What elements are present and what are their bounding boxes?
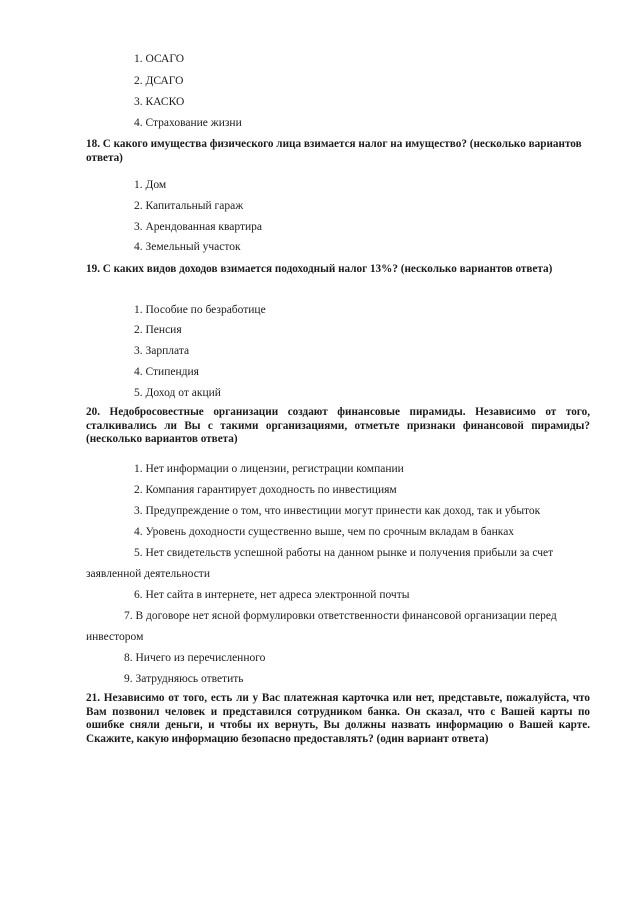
- q18-option-2: 2. Капитальный гараж: [134, 200, 244, 212]
- q20-option-6: 6. Нет сайта в интернете, нет адреса электронной почты: [134, 589, 410, 601]
- q20-option-1: 1. Нет информации о лицензии, регистрации компании: [134, 463, 404, 475]
- q20-option-5: 5. Нет свидетельств успешной работы на данном рынке и получения прибыли за счет: [134, 547, 554, 559]
- q20-option-3: 3. Предупреждение о том, что инвестиции могут принести как доход, так и убыток: [134, 505, 541, 517]
- question-21: 21. Независимо от того, есть ли у Вас платежная карточка или нет, представьте, пожалуйста, что Вам позвонил человек и представился сотрудником банка. Он сказал, что с Вашей карты по ошибке сняли деньги, и чтобы их вернуть, Вы должны назвать информацию о Вашей карте. Скажите, какую информацию безопасно предоставлять? (один вариант ответа): [86, 692, 590, 745]
- q18-option-3: 3. Арендованная квартира: [134, 221, 262, 233]
- q18-option-4: 4. Земельный участок: [134, 241, 241, 253]
- q20-option-8: 8. Ничего из перечисленного: [124, 652, 266, 664]
- q19-option-4: 4. Стипендия: [134, 366, 199, 378]
- q17-option-1: 1. ОСАГО: [134, 53, 185, 65]
- q19-option-2: 2. Пенсия: [134, 324, 182, 336]
- q17-option-4: 4. Страхование жизни: [134, 117, 242, 129]
- q17-option-3: 3. КАСКО: [134, 96, 185, 108]
- q20-option-9: 9. Затрудняюсь ответить: [124, 673, 244, 685]
- q20-option-5-continued: заявленной деятельности: [86, 568, 210, 580]
- q17-option-2: 2. ДСАГО: [134, 75, 184, 87]
- q20-option-7-continued: инвестором: [86, 631, 144, 643]
- q20-option-4: 4. Уровень доходности существенно выше, чем по срочным вкладам в банках: [134, 526, 515, 538]
- question-19: 19. С каких видов доходов взимается подоходный налог 13%? (несколько вариантов ответа): [86, 263, 553, 275]
- q20-option-2: 2. Компания гарантирует доходность по инвестициям: [134, 484, 397, 496]
- question-20: 20. Недобросовестные организации создают финансовые пирамиды. Независимо от того, сталкивались ли Вы с такими организациями, отметьте признаки финансовой пирамиды? (несколько вариантов ответа): [86, 406, 590, 446]
- question-18: 18. С какого имущества физического лица взимается налог на имущество? (несколько вариантов ответа): [86, 138, 582, 164]
- q20-option-7: 7. В договоре нет ясной формулировки ответственности финансовой организации перед: [124, 610, 557, 622]
- q18-option-1: 1. Дом: [134, 179, 167, 191]
- q19-option-1: 1. Пособие по безработице: [134, 304, 266, 316]
- q19-option-3: 3. Зарплата: [134, 345, 190, 357]
- q19-option-5: 5. Доход от акций: [134, 387, 221, 399]
